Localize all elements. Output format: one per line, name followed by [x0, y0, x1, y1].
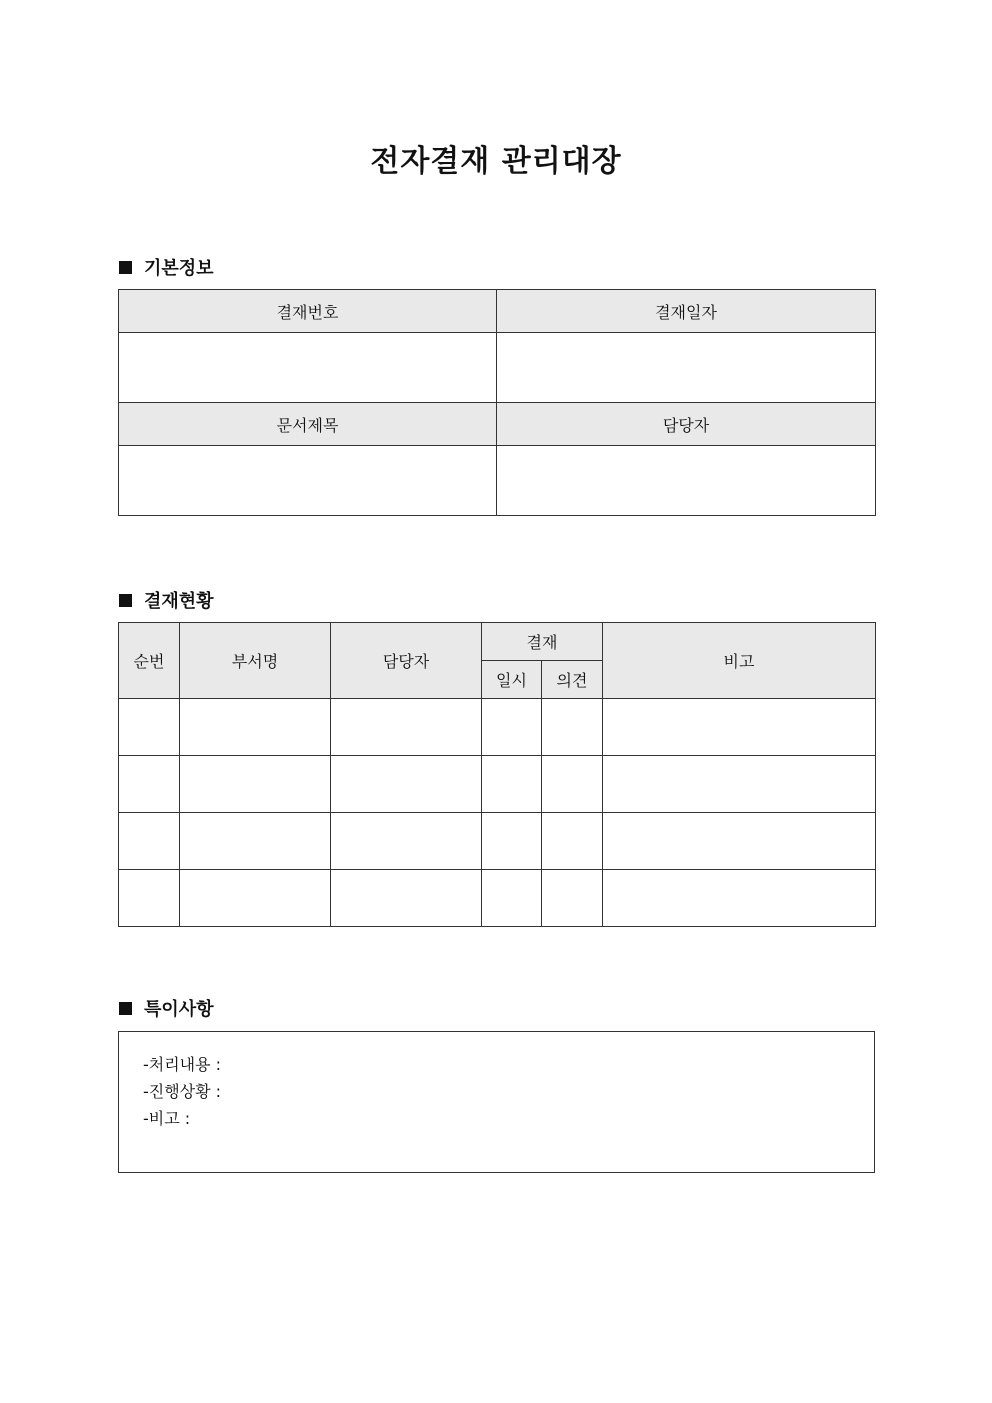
- datetime-cell[interactable]: [482, 813, 542, 870]
- section-heading-label: 결재현황: [144, 591, 214, 612]
- section-heading-label: 기본정보: [144, 258, 214, 279]
- opinion-cell[interactable]: [542, 870, 603, 927]
- section-heading-approval-status: [119, 587, 214, 613]
- header-datetime: 일시: [482, 661, 542, 699]
- note-remarks: -비고 :: [143, 1109, 191, 1128]
- person-in-charge-field[interactable]: [497, 446, 876, 516]
- bullet-square-icon: [119, 1002, 132, 1015]
- seq-cell[interactable]: [119, 870, 180, 927]
- table-row: [119, 756, 876, 813]
- header-document-title: 문서제목: [119, 403, 497, 446]
- basic-info-table: [118, 289, 876, 516]
- approval-status-table: [118, 622, 876, 927]
- header-person-in-charge: 담당자: [331, 623, 482, 699]
- header-person-in-charge: 담당자: [497, 403, 876, 446]
- page-title: 전자결재 관리대장: [370, 144, 622, 179]
- approval-date-field[interactable]: [497, 333, 876, 403]
- person-cell[interactable]: [331, 813, 482, 870]
- department-cell[interactable]: [180, 813, 331, 870]
- header-opinion: 의견: [542, 661, 603, 699]
- section-heading-basic-info: [119, 254, 214, 280]
- special-notes-box[interactable]: [118, 1031, 875, 1173]
- person-cell[interactable]: [331, 870, 482, 927]
- header-department: 부서명: [180, 623, 331, 699]
- department-cell[interactable]: [180, 756, 331, 813]
- remarks-cell[interactable]: [603, 756, 876, 813]
- seq-cell[interactable]: [119, 699, 180, 756]
- table-row: [119, 870, 876, 927]
- header-remarks: 비고: [603, 623, 876, 699]
- person-cell[interactable]: [331, 699, 482, 756]
- remarks-cell[interactable]: [603, 699, 876, 756]
- document-title-field[interactable]: [119, 446, 497, 516]
- header-seq: 순번: [119, 623, 180, 699]
- header-approval-date: 결재일자: [497, 290, 876, 333]
- opinion-cell[interactable]: [542, 756, 603, 813]
- section-heading-special-notes: [119, 995, 214, 1021]
- approval-number-field[interactable]: [119, 333, 497, 403]
- header-approval-number: 결재번호: [119, 290, 497, 333]
- department-cell[interactable]: [180, 870, 331, 927]
- seq-cell[interactable]: [119, 756, 180, 813]
- table-row: [119, 699, 876, 756]
- note-progress-status: -진행상황 :: [143, 1082, 222, 1101]
- datetime-cell[interactable]: [482, 870, 542, 927]
- person-cell[interactable]: [331, 756, 482, 813]
- opinion-cell[interactable]: [542, 813, 603, 870]
- datetime-cell[interactable]: [482, 699, 542, 756]
- datetime-cell[interactable]: [482, 756, 542, 813]
- header-approval-group: 결재: [482, 623, 603, 661]
- opinion-cell[interactable]: [542, 699, 603, 756]
- bullet-square-icon: [119, 261, 132, 274]
- remarks-cell[interactable]: [603, 870, 876, 927]
- seq-cell[interactable]: [119, 813, 180, 870]
- remarks-cell[interactable]: [603, 813, 876, 870]
- table-row: [119, 813, 876, 870]
- bullet-square-icon: [119, 594, 132, 607]
- department-cell[interactable]: [180, 699, 331, 756]
- section-heading-label: 특이사항: [144, 999, 214, 1020]
- note-processing-content: -처리내용 :: [143, 1055, 222, 1074]
